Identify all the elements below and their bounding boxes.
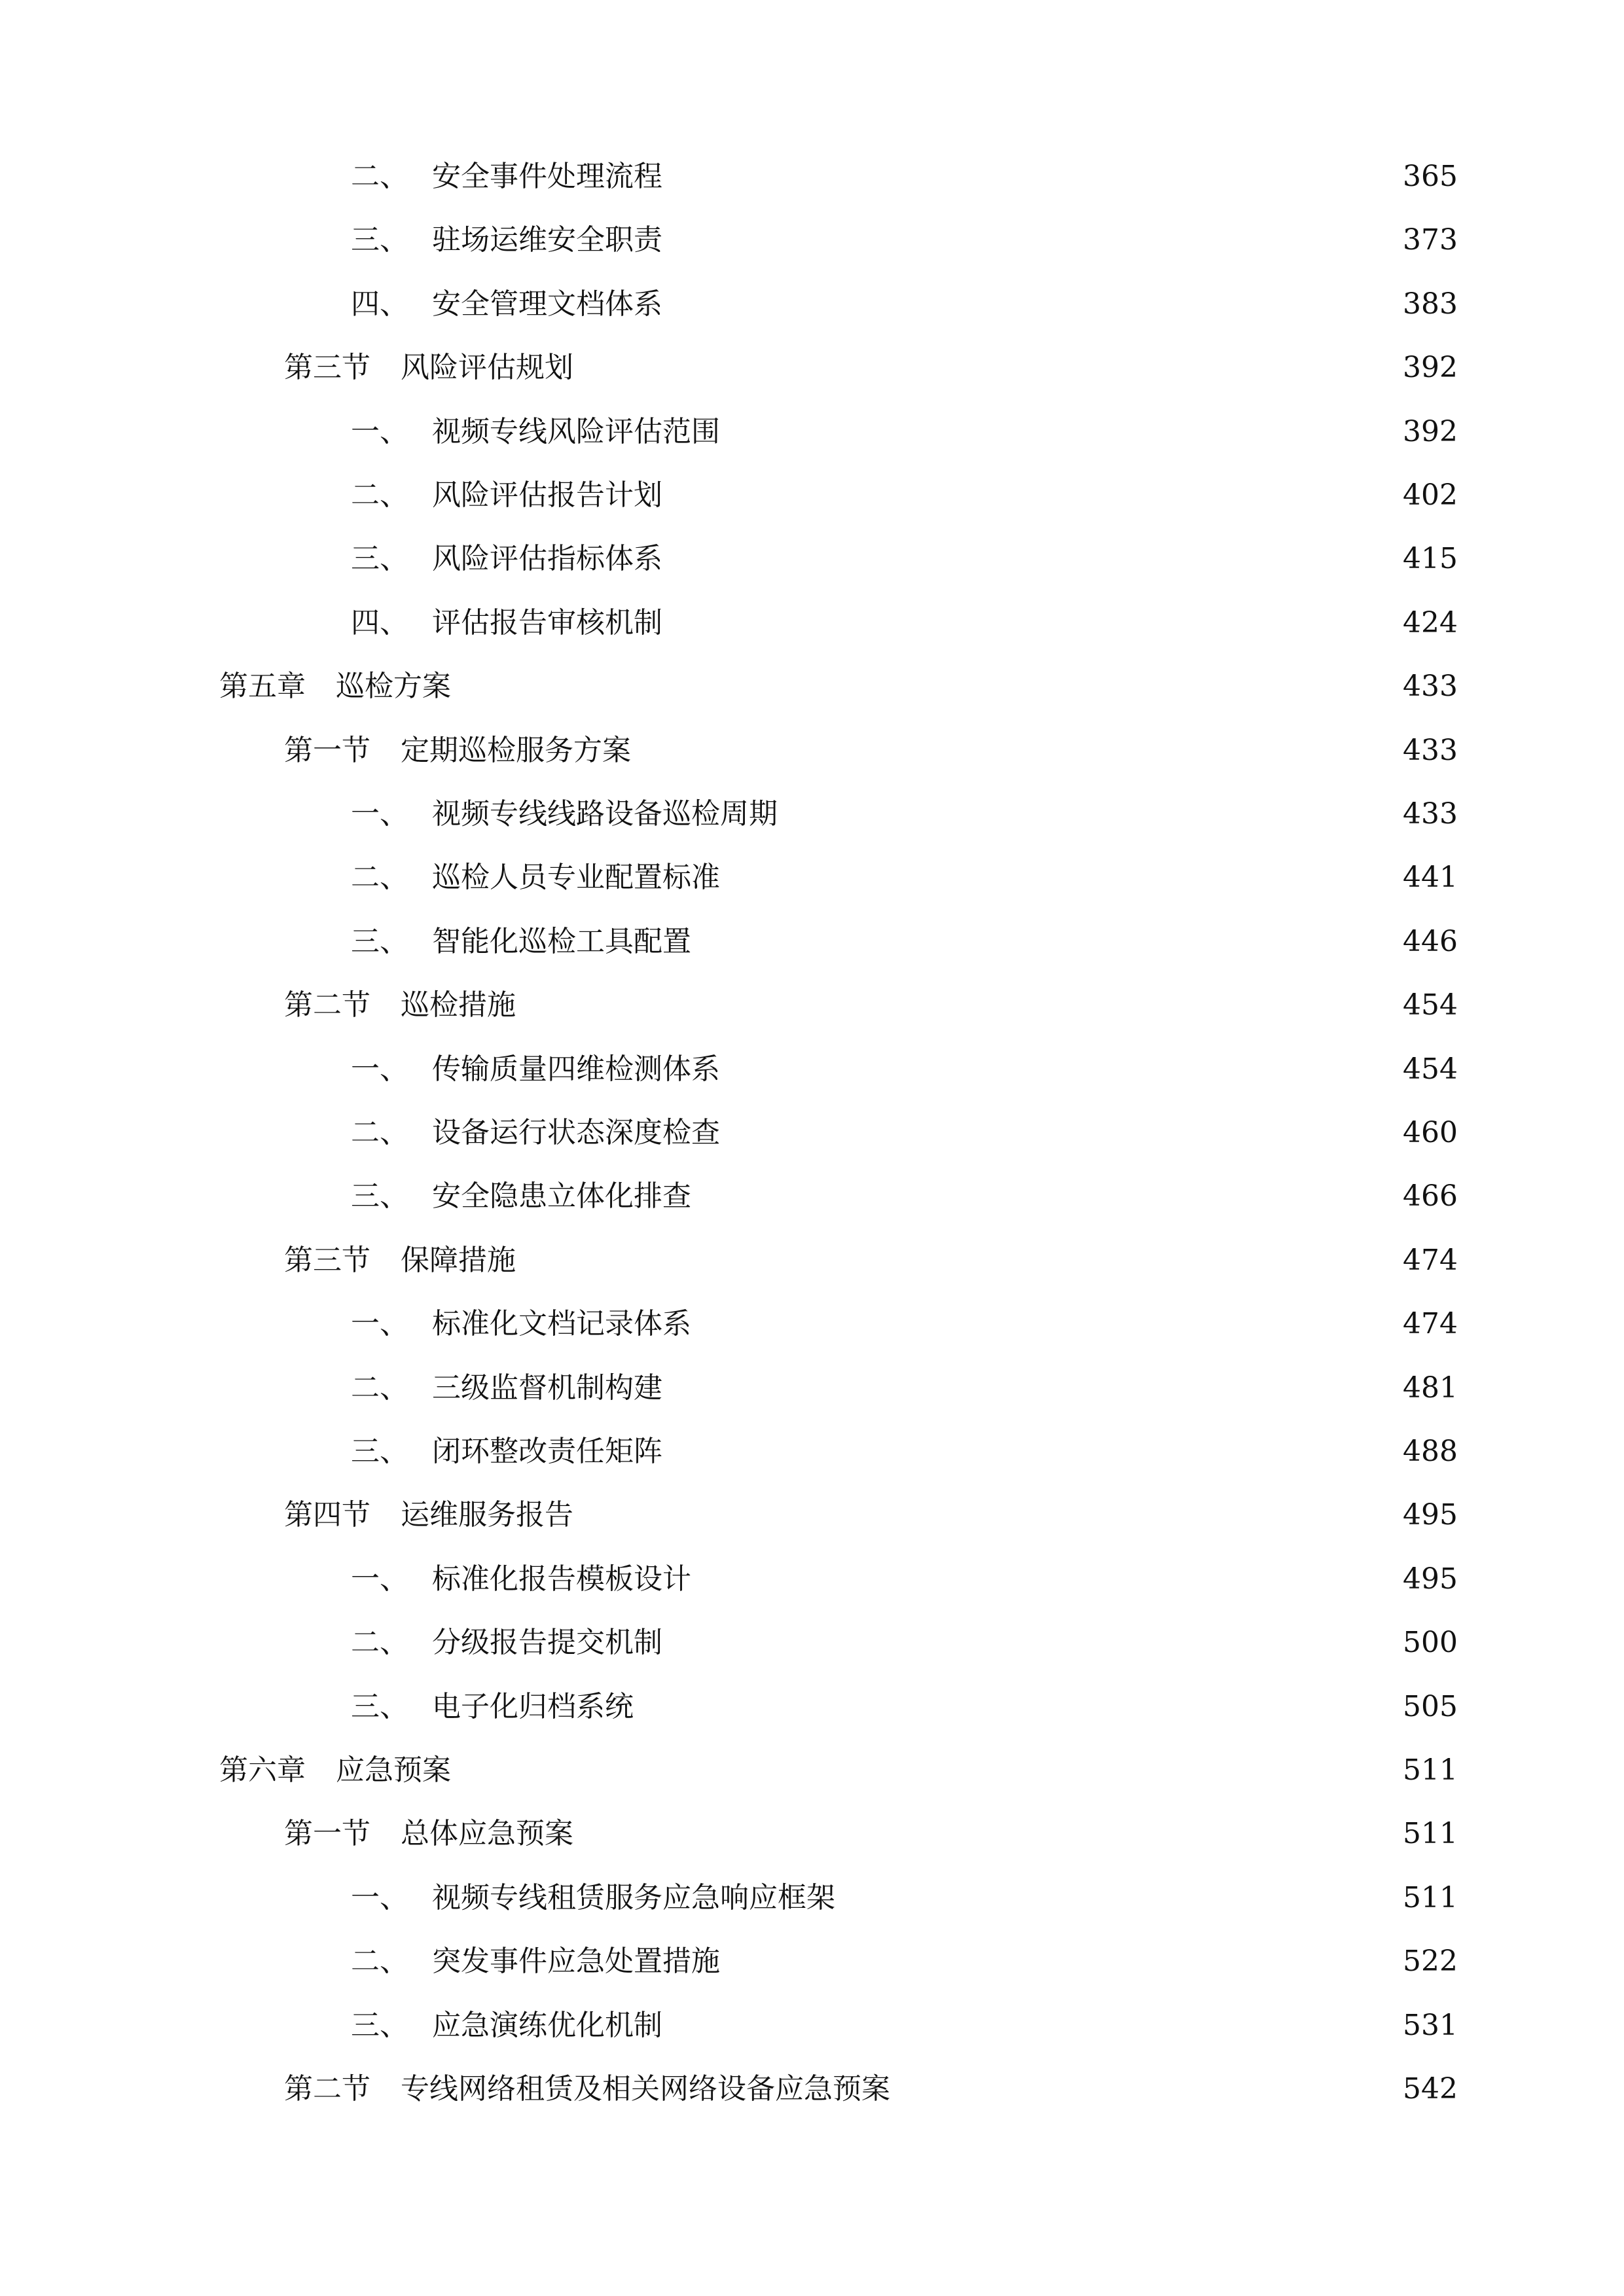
toc-entry-number: 三、: [351, 1689, 408, 1723]
toc-page-number: 488: [1403, 1435, 1458, 1468]
toc-page-number: 441: [1403, 861, 1458, 895]
toc-entry-title: 视频专线风险评估范围: [432, 414, 720, 448]
toc-entry-item[interactable]: [0, 592, 1624, 655]
dot-leader: [674, 1420, 1386, 1483]
dot-leader: [528, 974, 1386, 1037]
toc-entry-item[interactable]: [0, 1676, 1624, 1738]
toc-page-number: 474: [1403, 1243, 1458, 1277]
toc-page-number: 373: [1403, 223, 1458, 257]
toc-entry-number: 第二节: [284, 988, 370, 1022]
toc-entry-number: 第三节: [284, 1243, 370, 1277]
toc-entry-title: 应急演练优化机制: [432, 2008, 662, 2042]
toc-entry-title: 风险评估报告计划: [432, 478, 662, 512]
toc-entry-item[interactable]: [0, 528, 1624, 590]
toc-entry-item[interactable]: [0, 273, 1624, 336]
toc-entry-title: 专线网络租赁及相关网络设备应急预案: [401, 2072, 890, 2106]
dot-leader: [585, 1484, 1386, 1547]
toc-page-number: 466: [1403, 1179, 1458, 1213]
dot-leader: [902, 2058, 1386, 2121]
toc-entry-title: 安全隐患立体化排查: [432, 1179, 691, 1213]
toc-entry-title: 突发事件应急处置措施: [432, 1945, 720, 1979]
dot-leader: [585, 336, 1386, 399]
dot-leader: [643, 719, 1386, 782]
toc-page-number: 500: [1403, 1626, 1458, 1660]
dot-leader: [732, 401, 1386, 463]
dot-leader: [674, 145, 1386, 208]
toc-entry-item[interactable]: [0, 1420, 1624, 1483]
toc-entry-number: 三、: [351, 1435, 408, 1468]
dot-leader: [674, 209, 1386, 272]
dot-leader: [703, 1165, 1386, 1228]
toc-entry-number: 四、: [351, 605, 408, 639]
dot-leader: [674, 592, 1386, 655]
toc-entry-number: 第一节: [284, 733, 370, 767]
toc-entry-number: 四、: [351, 287, 408, 321]
toc-entry-section[interactable]: [0, 974, 1624, 1037]
dot-leader: [674, 1357, 1386, 1420]
toc-entry-number: 一、: [351, 414, 408, 448]
toc-entry-number: 第四节: [284, 1498, 370, 1532]
toc-entry-item[interactable]: [0, 1994, 1624, 2057]
toc-page-number: 511: [1403, 1753, 1458, 1787]
toc-entry-number: 第五章: [219, 670, 306, 704]
toc-entry-title: 风险评估规划: [401, 351, 573, 385]
toc-page-number: 474: [1403, 1307, 1458, 1341]
dot-leader: [732, 1038, 1386, 1101]
dot-leader: [847, 1867, 1386, 1929]
toc-entry-title: 安全管理文档体系: [432, 287, 662, 321]
toc-entry-item[interactable]: [0, 1357, 1624, 1420]
toc-entry-number: 一、: [351, 797, 408, 831]
toc-entry-number: 二、: [351, 861, 408, 895]
dot-leader: [674, 1994, 1386, 2057]
toc-page-number: 511: [1403, 1817, 1458, 1851]
toc-entry-number: 三、: [351, 924, 408, 958]
toc-entry-title: 设备运行状态深度检查: [432, 1116, 720, 1149]
toc-entry-title: 三级监督机制构建: [432, 1371, 662, 1405]
toc-entry-item[interactable]: [0, 846, 1624, 909]
toc-page-number: 392: [1403, 351, 1458, 385]
toc-entry-number: 二、: [351, 1371, 408, 1405]
dot-leader: [674, 464, 1386, 527]
toc-page-number: 495: [1403, 1498, 1458, 1532]
toc-page-number: 433: [1403, 670, 1458, 704]
toc-page-number: 511: [1403, 1880, 1458, 1914]
toc-entry-title: 传输质量四维检测体系: [432, 1052, 720, 1086]
toc-entry-number: 一、: [351, 1052, 408, 1086]
toc-entry-number: 第六章: [219, 1753, 306, 1787]
toc-entry-item[interactable]: [0, 783, 1624, 846]
dot-leader: [732, 1102, 1386, 1164]
toc-entry-title: 应急预案: [336, 1753, 451, 1787]
toc-page-number: 495: [1403, 1562, 1458, 1596]
toc-entry-chapter[interactable]: [0, 1739, 1624, 1802]
dot-leader: [674, 273, 1386, 336]
dot-leader: [789, 783, 1386, 846]
toc-page-number: 402: [1403, 478, 1458, 512]
toc-entry-number: 二、: [351, 1116, 408, 1149]
dot-leader: [463, 655, 1386, 718]
toc-entry-number: 二、: [351, 160, 408, 193]
toc-page-number: 481: [1403, 1371, 1458, 1405]
toc-entry-title: 运维服务报告: [401, 1498, 573, 1532]
toc-entry-title: 巡检方案: [336, 670, 451, 704]
toc-page-number: 383: [1403, 287, 1458, 321]
dot-leader: [703, 1548, 1386, 1611]
toc-page-number: 365: [1403, 160, 1458, 193]
toc-page-number: 454: [1403, 1052, 1458, 1086]
toc-entry-title: 标准化报告模板设计: [432, 1562, 691, 1596]
toc-page-number: 433: [1403, 733, 1458, 767]
toc-entry-item[interactable]: [0, 1611, 1624, 1674]
toc-entry-item[interactable]: [0, 209, 1624, 272]
toc-entry-number: 一、: [351, 1880, 408, 1914]
toc-entry-item[interactable]: [0, 1293, 1624, 1355]
toc-entry-title: 保障措施: [401, 1243, 516, 1277]
toc-entry-number: 一、: [351, 1562, 408, 1596]
toc-page-number: 522: [1403, 1945, 1458, 1979]
dot-leader: [528, 1229, 1386, 1292]
toc-entry-title: 视频专线租赁服务应急响应框架: [432, 1880, 835, 1914]
toc-entry-title: 标准化文档记录体系: [432, 1307, 691, 1341]
toc-entry-number: 三、: [351, 1179, 408, 1213]
toc-entry-number: 三、: [351, 223, 408, 257]
toc-page-number: 446: [1403, 924, 1458, 958]
toc-entry-item[interactable]: [0, 1867, 1624, 1929]
toc-entry-section[interactable]: [0, 1229, 1624, 1292]
dot-leader: [703, 1293, 1386, 1355]
toc-entry-item[interactable]: [0, 1930, 1624, 1993]
toc-entry-number: 第二节: [284, 2072, 370, 2106]
toc-entry-number: 三、: [351, 542, 408, 576]
toc-page-number: 454: [1403, 988, 1458, 1022]
toc-entry-number: 第三节: [284, 351, 370, 385]
toc-entry-title: 驻场运维安全职责: [432, 223, 662, 257]
toc-entry-item[interactable]: [0, 1548, 1624, 1611]
toc-page-number: 424: [1403, 605, 1458, 639]
toc-entry-item[interactable]: [0, 145, 1624, 208]
toc-entry-number: 二、: [351, 478, 408, 512]
toc-entry-item[interactable]: [0, 401, 1624, 463]
toc-entry-item[interactable]: [0, 464, 1624, 527]
toc-entry-title: 智能化巡检工具配置: [432, 924, 691, 958]
toc-entry-number: 二、: [351, 1945, 408, 1979]
toc-entry-item[interactable]: [0, 1038, 1624, 1101]
toc-entry-number: 第一节: [284, 1817, 370, 1851]
dot-leader: [703, 910, 1386, 973]
toc-page-number: 531: [1403, 2008, 1458, 2042]
toc-entry-title: 总体应急预案: [401, 1817, 573, 1851]
toc-entry-chapter[interactable]: [0, 655, 1624, 718]
dot-leader: [585, 1803, 1386, 1865]
toc-entry-section[interactable]: [0, 2058, 1624, 2121]
dot-leader: [645, 1676, 1386, 1738]
toc-entry-title: 安全事件处理流程: [432, 160, 662, 193]
toc-entry-item[interactable]: [0, 1102, 1624, 1164]
toc-entry-title: 闭环整改责任矩阵: [432, 1435, 662, 1468]
dot-leader: [674, 528, 1386, 590]
toc-entry-title: 视频专线线路设备巡检周期: [432, 797, 778, 831]
toc-page-number: 505: [1403, 1689, 1458, 1723]
toc-entry-title: 评估报告审核机制: [432, 605, 662, 639]
dot-leader: [732, 846, 1386, 909]
toc-entry-number: 三、: [351, 2008, 408, 2042]
toc-page-number: 542: [1403, 2072, 1458, 2106]
toc-entry-item[interactable]: [0, 910, 1624, 973]
toc-page-number: 392: [1403, 414, 1458, 448]
toc-page-number: 433: [1403, 797, 1458, 831]
dot-leader: [732, 1930, 1386, 1993]
toc-entry-number: 二、: [351, 1626, 408, 1660]
toc-page-number: 460: [1403, 1116, 1458, 1149]
toc-entry-section[interactable]: [0, 1803, 1624, 1865]
toc-entry-section[interactable]: [0, 719, 1624, 782]
toc-entry-title: 分级报告提交机制: [432, 1626, 662, 1660]
toc-entry-title: 电子化归档系统: [432, 1689, 634, 1723]
toc-entry-number: 一、: [351, 1307, 408, 1341]
dot-leader: [674, 1611, 1386, 1674]
toc-entry-title: 巡检措施: [401, 988, 516, 1022]
toc-entry-section[interactable]: [0, 1484, 1624, 1547]
toc-entry-section[interactable]: [0, 336, 1624, 399]
toc-entry-title: 定期巡检服务方案: [401, 733, 631, 767]
toc-page-number: 415: [1403, 542, 1458, 576]
toc-entry-title: 风险评估指标体系: [432, 542, 662, 576]
dot-leader: [463, 1739, 1386, 1802]
toc-entry-item[interactable]: [0, 1165, 1624, 1228]
toc-entry-title: 巡检人员专业配置标准: [432, 861, 720, 895]
